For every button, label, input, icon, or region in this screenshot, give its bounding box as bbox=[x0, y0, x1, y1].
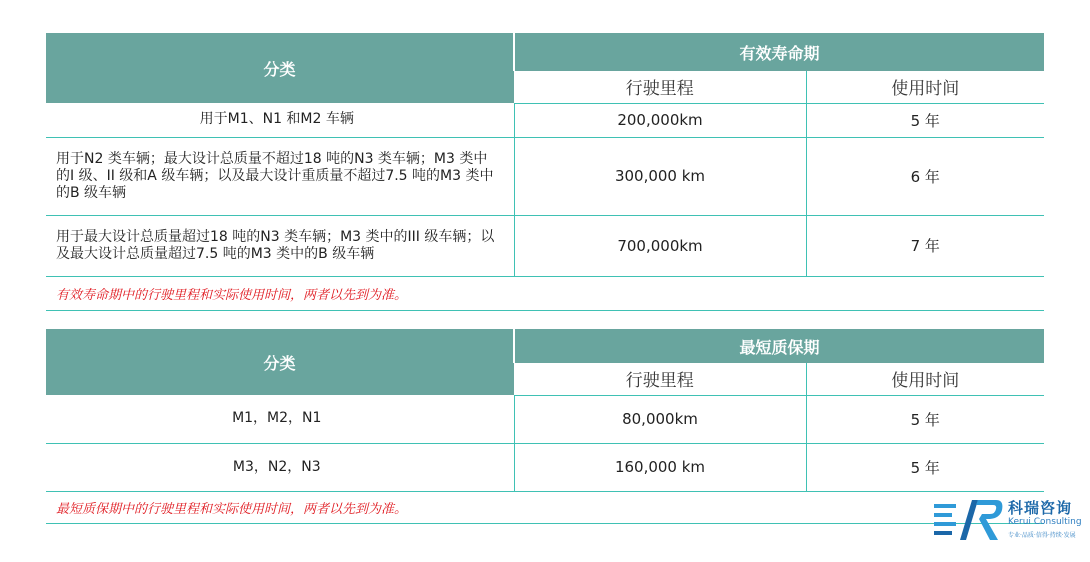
mileage-cell: 700,000km bbox=[514, 215, 806, 276]
logo-slogan: 专业·品质·信得·持续·发展 bbox=[1008, 532, 1076, 539]
category-cell: 用于最大设计总质量超过18 吨的N3 类车辆；M3 类中的III 级车辆；以及最大设计总质量超过7.5 吨的M3 类中的B 级车辆 bbox=[46, 215, 514, 276]
warranty-header: 最短质保期 bbox=[514, 329, 1044, 363]
table-note: 最短质保期中的行驶里程和实际使用时间，两者以先到为准。 bbox=[46, 491, 1044, 523]
time-cell: 7 年 bbox=[806, 215, 1044, 276]
table-note: 有效寿命期中的行驶里程和实际使用时间，两者以先到为准。 bbox=[46, 276, 1044, 310]
table-row bbox=[46, 137, 1044, 215]
company-logo bbox=[932, 496, 1082, 542]
table-row bbox=[46, 103, 1044, 137]
category-cell: M3，N2，N3 bbox=[46, 443, 514, 491]
category-cell: M1，M2，N1 bbox=[46, 395, 514, 443]
logo-english: Kerui Consulting bbox=[1008, 517, 1082, 527]
mileage-cell: 160,000 km bbox=[514, 443, 806, 491]
table-row bbox=[46, 215, 1044, 276]
time-header: 使用时间 bbox=[806, 363, 1044, 395]
effective-life-header: 有效寿命期 bbox=[514, 33, 1044, 71]
table-row bbox=[46, 443, 1044, 491]
time-cell: 5 年 bbox=[806, 395, 1044, 443]
effective-life-table bbox=[46, 33, 1044, 311]
mileage-cell: 200,000km bbox=[514, 103, 806, 137]
time-cell: 6 年 bbox=[806, 137, 1044, 215]
category-cell: 用于N2 类车辆；最大设计总质量不超过18 吨的N3 类车辆；M3 类中的I 级、II 级和A 级车辆；以及最大设计重质量不超过7.5 吨的M3 类中的B 级车辆 bbox=[46, 137, 514, 215]
mileage-cell: 300,000 km bbox=[514, 137, 806, 215]
time-cell: 5 年 bbox=[806, 103, 1044, 137]
category-header: 分类 bbox=[46, 33, 514, 103]
mileage-header: 行驶里程 bbox=[514, 71, 806, 103]
logo-mark-icon bbox=[932, 496, 1004, 542]
mileage-header: 行驶里程 bbox=[514, 363, 806, 395]
mileage-cell: 80,000km bbox=[514, 395, 806, 443]
category-cell: 用于M1、N1 和M2 车辆 bbox=[46, 103, 514, 137]
logo-name: 科瑞咨询 bbox=[1008, 499, 1073, 517]
category-header: 分类 bbox=[46, 329, 514, 395]
warranty-table bbox=[46, 329, 1044, 524]
time-header: 使用时间 bbox=[806, 71, 1044, 103]
time-cell: 5 年 bbox=[806, 443, 1044, 491]
table-row bbox=[46, 395, 1044, 443]
